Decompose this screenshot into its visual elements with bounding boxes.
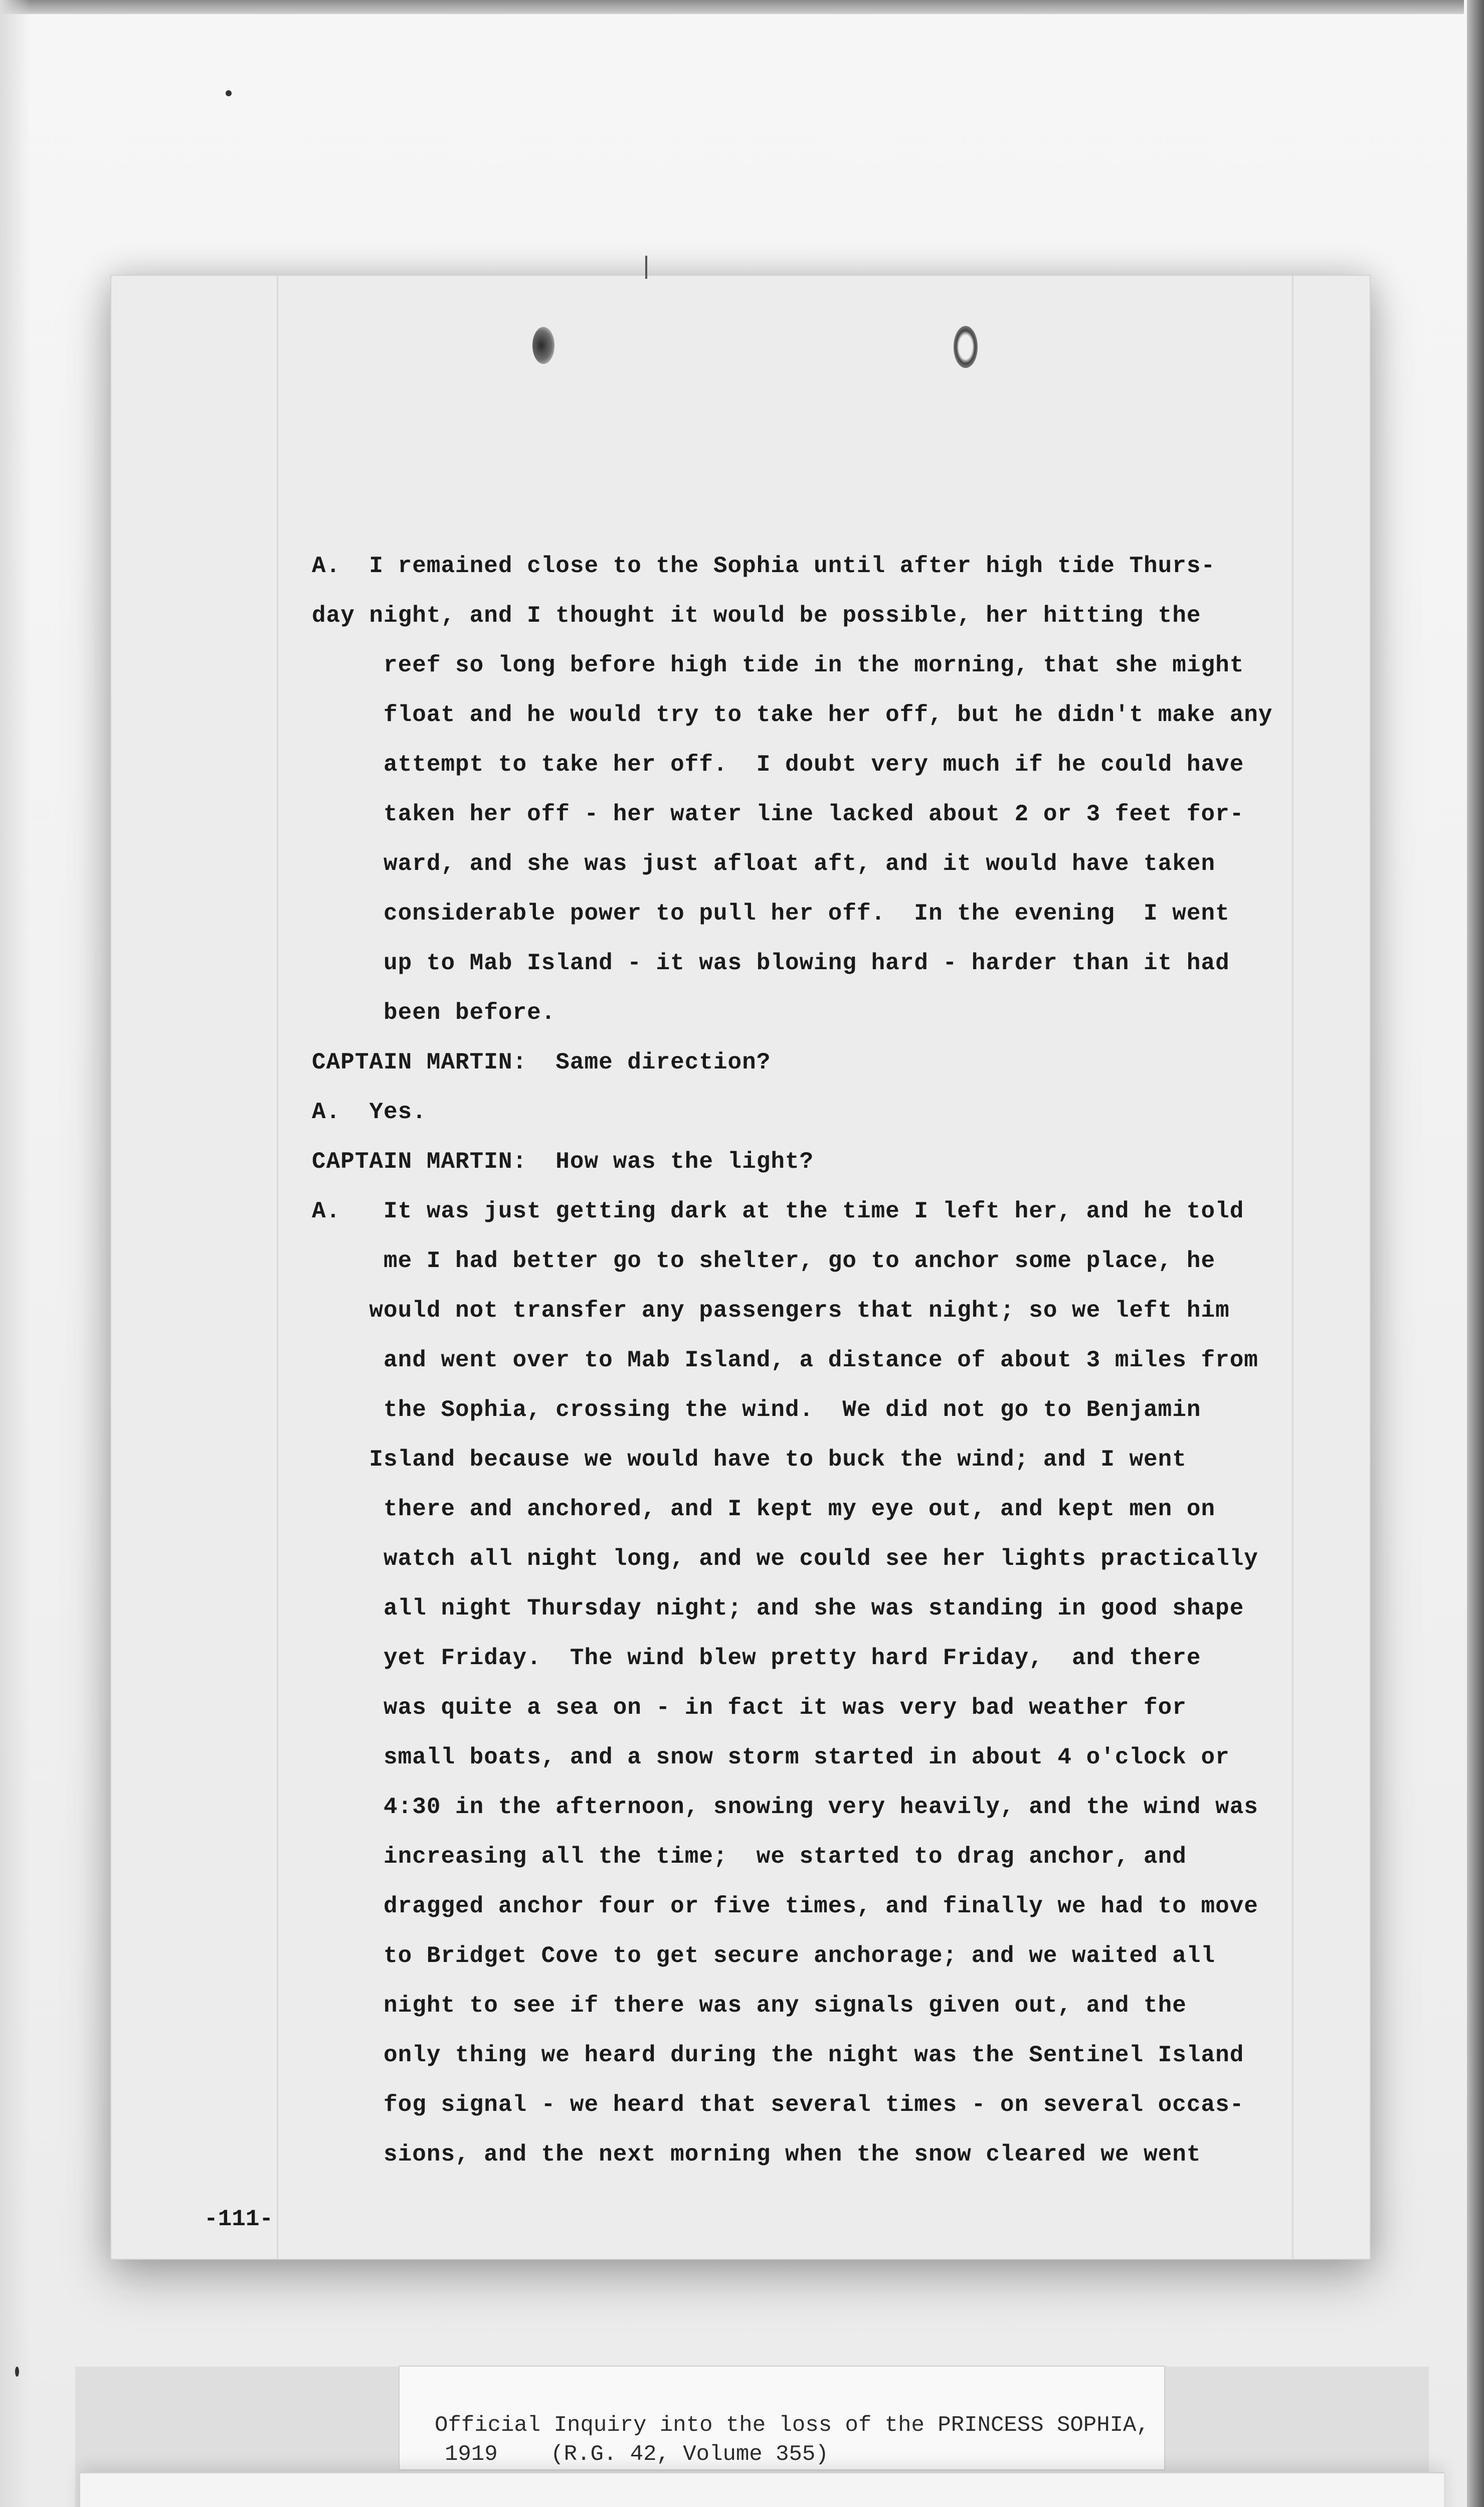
transcript-line: day night, and I thought it would be possible, her hitting the — [312, 603, 1201, 629]
punch-hole — [954, 326, 978, 368]
citation-title: Official Inquiry into the loss of the PRINCESS SOPHIA, — [435, 2413, 1150, 2438]
page-number: -111- — [204, 2206, 274, 2232]
punch-hole — [532, 327, 554, 364]
transcript-line: A. I remained close to the Sophia until after high tide Thurs- — [312, 553, 1216, 579]
dust-speck — [15, 2367, 19, 2377]
transcript-line: fog signal - we heard that several times - on several occas- — [312, 2092, 1244, 2118]
transcript-line: increasing all the time; we started to drag anchor, and — [312, 1844, 1187, 1870]
transcript-line: there and anchored, and I kept my eye out, and kept men on — [312, 1496, 1216, 1522]
transcript-line: sions, and the next morning when the snow cleared we went — [312, 2141, 1201, 2168]
transcript-line: night to see if there was any signals given out, and the — [312, 1993, 1187, 2019]
archives-stamp-card — [80, 2472, 1444, 2507]
citation-label — [399, 2366, 1165, 2470]
transcript-line: me I had better go to shelter, go to anchor some place, he — [312, 1248, 1216, 1274]
transcript-line: attempt to take her off. I doubt very much if he could have — [312, 752, 1244, 778]
transcript-line: CAPTAIN MARTIN: Same direction? — [312, 1049, 771, 1076]
staple-mark — [645, 256, 647, 279]
transcript-line: dragged anchor four or five times, and finally we had to move — [312, 1893, 1258, 1919]
transcript-line: would not transfer any passengers that night; so we left him — [312, 1298, 1230, 1324]
transcript-line: taken her off - her water line lacked about 2 or 3 feet for- — [312, 801, 1244, 827]
transcript-page — [110, 275, 1371, 2260]
transcript-line: and went over to Mab Island, a distance of about 3 miles from — [312, 1347, 1258, 1373]
left-margin-line — [277, 276, 278, 2259]
transcript-line: all night Thursday night; and she was standing in good shape — [312, 1595, 1244, 1622]
transcript-line: Island because we would have to buck the wind; and I went — [312, 1447, 1187, 1473]
transcript-line: CAPTAIN MARTIN: How was the light? — [312, 1149, 814, 1175]
transcript-line: 4:30 in the afternoon, snowing very heavily, and the wind was — [312, 1794, 1258, 1820]
transcript-line: A. It was just getting dark at the time I left her, and he told — [312, 1198, 1244, 1224]
scan-top-edge — [0, 0, 1464, 14]
dust-speck — [226, 90, 232, 96]
transcript-line: considerable power to pull her off. In the evening I went — [312, 901, 1230, 927]
transcript-line: A. Yes. — [312, 1099, 427, 1125]
scan-right-edge — [1467, 0, 1484, 2507]
transcript-line: only thing we heard during the night was the Sentinel Island — [312, 2042, 1244, 2068]
transcript-line: ward, and she was just afloat aft, and it would have taken — [312, 851, 1216, 877]
transcript-line: float and he would try to take her off, but he didn't make any — [312, 702, 1273, 728]
transcript-line: was quite a sea on - in fact it was very bad weather for — [312, 1695, 1187, 1721]
transcript-line: watch all night long, and we could see her lights practically — [312, 1546, 1258, 1572]
transcript-line: been before. — [312, 1000, 556, 1026]
transcript-line: to Bridget Cove to get secure anchorage; and we waited all — [312, 1943, 1216, 1969]
transcript-line: yet Friday. The wind blew pretty hard Friday, and there — [312, 1645, 1201, 1671]
transcript-line: reef so long before high tide in the morning, that she might — [312, 652, 1244, 678]
transcript-line: small boats, and a snow storm started in about 4 o'clock or — [312, 1744, 1230, 1770]
transcript-text — [312, 542, 1430, 2180]
citation-reference: 1919 (R.G. 42, Volume 355) — [445, 2442, 829, 2467]
transcript-line: up to Mab Island - it was blowing hard - harder than it had — [312, 950, 1230, 976]
scan-left-shadow — [0, 0, 30, 2507]
transcript-line: the Sophia, crossing the wind. We did not go to Benjamin — [312, 1397, 1201, 1423]
